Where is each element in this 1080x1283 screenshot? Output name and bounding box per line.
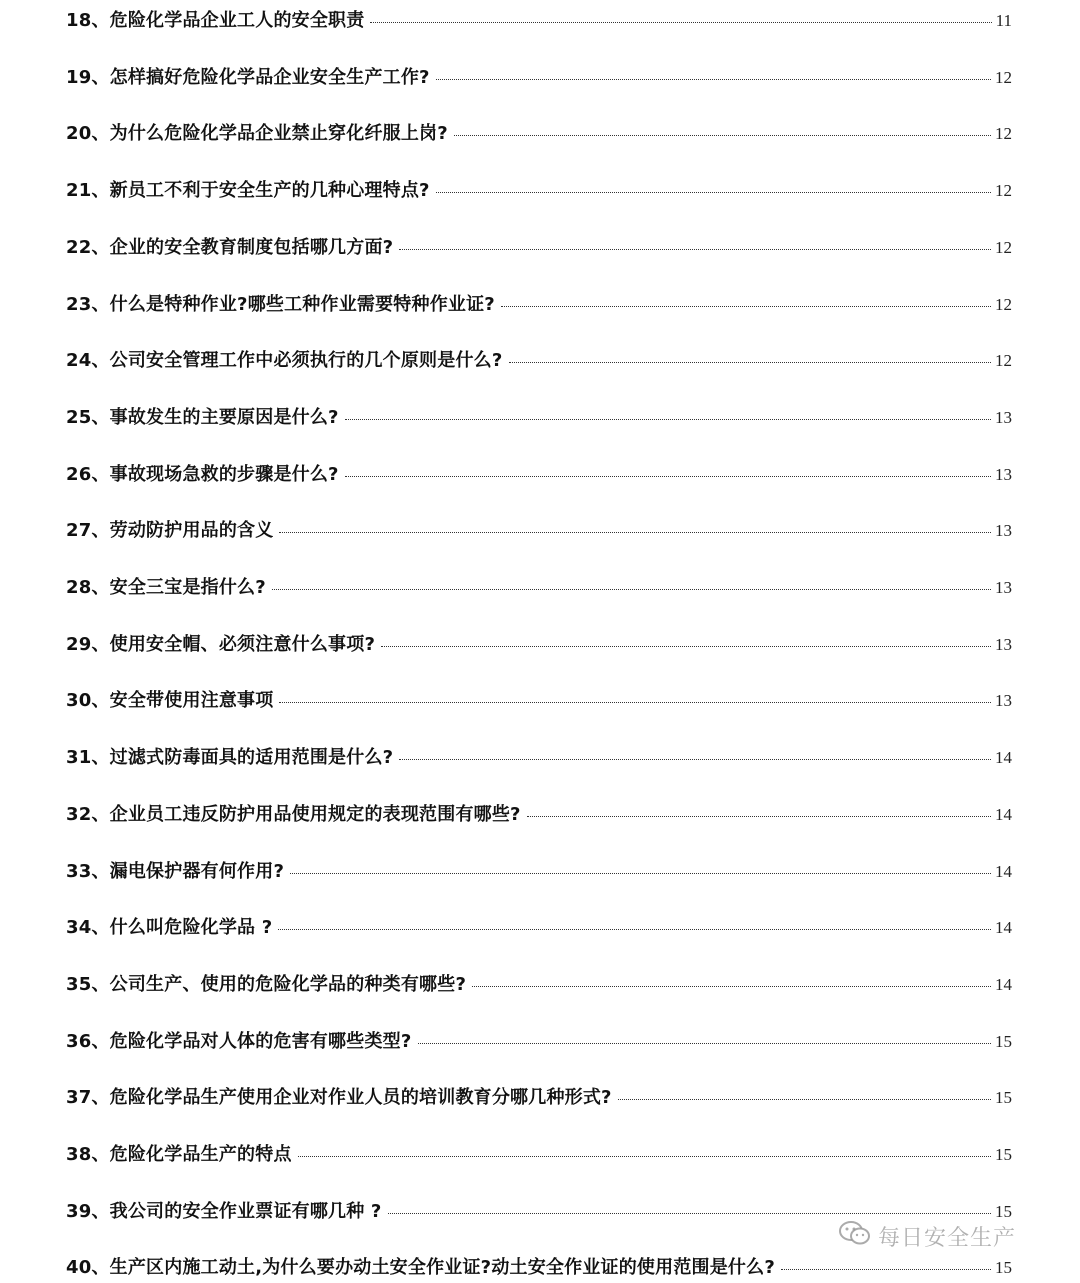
dot-leader — [454, 135, 991, 136]
toc-entry-page-number: 12 — [995, 351, 1012, 371]
toc-entry[interactable] — [66, 460, 1012, 490]
dot-leader — [618, 1099, 991, 1100]
toc-entry[interactable] — [66, 290, 1012, 320]
dot-leader — [418, 1043, 992, 1044]
toc-entry[interactable] — [66, 970, 1012, 1000]
toc-entry[interactable] — [66, 800, 1012, 830]
toc-entry-page-number: 14 — [995, 748, 1012, 768]
toc-entry[interactable] — [66, 857, 1012, 887]
watermark-text: 每日安全生产 — [878, 1225, 1017, 1251]
toc-entry-page-number: 12 — [995, 181, 1012, 201]
toc-entry-title: 38、危险化学品生产的特点 — [66, 1144, 292, 1165]
toc-entry-title: 21、新员工不利于安全生产的几种心理特点? — [66, 180, 430, 202]
dot-leader — [290, 873, 991, 874]
toc-entry[interactable] — [66, 1083, 1012, 1113]
toc-entry[interactable] — [66, 233, 1012, 263]
toc-entry-page-number: 15 — [995, 1258, 1012, 1278]
toc-entry-title: 24、公司安全管理工作中必须执行的几个原则是什么? — [66, 350, 503, 372]
dot-leader — [399, 249, 991, 250]
toc-entry-title: 25、事故发生的主要原因是什么? — [66, 406, 339, 428]
toc-entry-title: 37、危险化学品生产使用企业对作业人员的培训教育分哪几种形式? — [66, 1087, 612, 1109]
dot-leader — [527, 816, 991, 817]
dot-leader — [279, 532, 991, 533]
toc-entry-page-number: 14 — [995, 974, 1012, 994]
toc-entry[interactable] — [66, 516, 1012, 546]
toc-entry-page-number: 12 — [995, 124, 1012, 144]
toc-entry-title: 33、漏电保护器有何作用? — [66, 860, 285, 882]
toc-entry-title: 34、什么叫危险化学品 ? — [66, 917, 273, 939]
toc-entry[interactable] — [66, 119, 1012, 149]
toc-entry-page-number: 15 — [995, 1088, 1012, 1108]
toc-entry-page-number: 11 — [995, 11, 1012, 30]
toc-entry-page-number: 13 — [995, 407, 1012, 427]
toc-entry-page-number: 12 — [995, 67, 1012, 87]
dot-leader — [501, 306, 991, 307]
dot-leader — [381, 646, 991, 647]
toc-entry-page-number: 12 — [995, 294, 1012, 314]
toc-entry-page-number: 13 — [995, 691, 1012, 711]
toc-entry-title: 20、为什么危险化学品企业禁止穿化纤服上岗? — [66, 123, 448, 145]
toc-entry-page-number: 14 — [995, 918, 1012, 938]
toc-entry-page-number: 13 — [995, 634, 1012, 654]
toc-entry[interactable] — [66, 63, 1012, 93]
toc-entry-title: 30、安全带使用注意事项 — [66, 690, 274, 712]
dot-leader — [345, 476, 991, 477]
toc-entry-title: 28、安全三宝是指什么? — [66, 577, 266, 598]
toc-entry-page-number: 15 — [995, 1201, 1012, 1221]
toc-entry-title: 26、事故现场急救的步骤是什么? — [66, 463, 339, 485]
toc-entry-title: 29、使用安全帽、必须注意什么事项? — [66, 633, 376, 655]
toc-entry[interactable] — [66, 913, 1012, 943]
toc-entry-title: 32、企业员工违反防护用品使用规定的表现范围有哪些? — [66, 803, 521, 825]
toc-entry[interactable] — [66, 573, 1012, 603]
toc-entry-title: 40、生产区内施工动土,为什么要办动土安全作业证?动土安全作业证的使用范围是什么? — [66, 1257, 775, 1279]
toc-entry-title: 39、我公司的安全作业票证有哪几种 ? — [66, 1200, 382, 1222]
toc-entry-page-number: 14 — [995, 861, 1012, 881]
toc-entry-page-number: 12 — [995, 237, 1012, 257]
toc-entry[interactable] — [66, 6, 1012, 36]
dot-leader — [436, 79, 991, 80]
dot-leader — [399, 759, 991, 760]
dot-leader — [272, 589, 991, 590]
dot-leader — [509, 362, 992, 363]
toc-entry-page-number: 13 — [995, 521, 1012, 541]
toc-entry-title: 27、劳动防护用品的含义 — [66, 520, 274, 542]
toc-entry[interactable] — [66, 1140, 1012, 1170]
dot-leader — [298, 1156, 991, 1157]
toc-entry[interactable] — [66, 630, 1012, 660]
watermark — [838, 1216, 1016, 1256]
toc-entry-page-number: 15 — [995, 1031, 1012, 1051]
toc-entry[interactable] — [66, 1253, 1012, 1283]
toc-entry[interactable] — [66, 403, 1012, 433]
toc-entry[interactable] — [66, 1027, 1012, 1057]
toc-entry-title: 31、过滤式防毒面具的适用范围是什么? — [66, 747, 394, 769]
dot-leader — [388, 1213, 991, 1214]
dot-leader — [370, 22, 991, 23]
toc-entry-title: 35、公司生产、使用的危险化学品的种类有哪些? — [66, 973, 467, 995]
wechat-icon — [838, 1219, 878, 1253]
toc-entry-page-number: 15 — [995, 1145, 1012, 1164]
toc-entry-title: 18、危险化学品企业工人的安全职责 — [66, 10, 365, 31]
dot-leader — [278, 929, 991, 930]
toc-entry[interactable] — [66, 176, 1012, 206]
dot-leader — [345, 419, 991, 420]
toc-entry-title: 22、企业的安全教育制度包括哪几方面? — [66, 236, 394, 258]
toc-entry[interactable] — [66, 743, 1012, 773]
toc-entry-page-number: 13 — [995, 464, 1012, 484]
dot-leader — [472, 986, 991, 987]
toc-entry-page-number: 13 — [995, 578, 1012, 597]
toc-entry-title: 36、危险化学品对人体的危害有哪些类型? — [66, 1030, 412, 1052]
dot-leader — [279, 702, 991, 703]
toc-entry-page-number: 14 — [995, 804, 1012, 824]
dot-leader — [781, 1269, 991, 1270]
toc-entry[interactable] — [66, 686, 1012, 716]
toc-entry[interactable] — [66, 346, 1012, 376]
toc-entry-title: 23、什么是特种作业?哪些工种作业需要特种作业证? — [66, 293, 495, 315]
dot-leader — [436, 192, 991, 193]
toc-entry-title: 19、怎样搞好危险化学品企业安全生产工作? — [66, 66, 430, 88]
